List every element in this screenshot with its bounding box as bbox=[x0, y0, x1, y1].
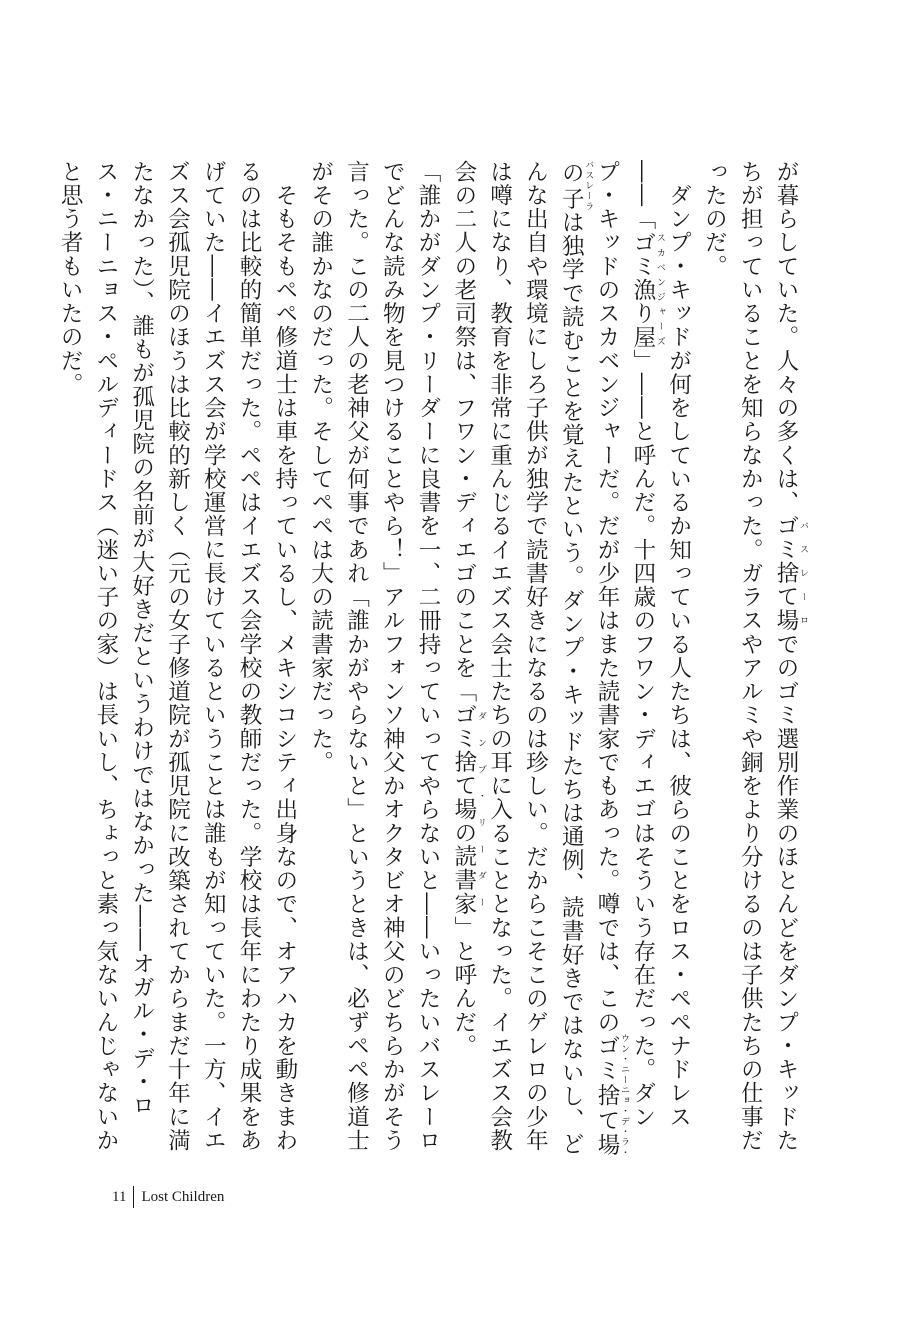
page-footer bbox=[112, 1186, 224, 1208]
text-run: 」と呼んだ。 bbox=[450, 916, 477, 1058]
ruby-reading: バスレーロ bbox=[798, 514, 808, 633]
ruby-base: ゴミ捨て場の読書家 bbox=[450, 703, 477, 916]
text-run: 」――と呼んだ。十四歳のフワン・ディエゴはそういう存在だった。ダンプ・キッドのスカベンジャーだ。だが少年はまた読書家でもあった。噂では、この bbox=[594, 160, 656, 1129]
ruby-reading: ダンプ・リーダー bbox=[475, 703, 486, 916]
ruby-reading: スカベンジャーズ bbox=[654, 230, 665, 349]
ruby-term bbox=[450, 703, 486, 916]
paragraph-1 bbox=[696, 160, 808, 1160]
paragraph-4 bbox=[51, 160, 302, 1160]
footer-divider bbox=[133, 1186, 134, 1208]
text-run: ダンプ・キッドが何をしているか知っている人たちは、彼らのことをロス・ペペナドレス――「 bbox=[629, 160, 692, 1129]
paragraph-3: 「誰かがダンプ・リーダーに良書を一、二冊持っていってやらないと――いったいバスレーロでどんな読み物を見つけることやら！」アルフォンソ神父かオクタビオ神父のどちらかがそう言った。この二人の老神父が何事であれ「誰かがやらないと」というときは、必ずペペ修道士がその誰かなのだった。そしてペペは大の読書家だった。 bbox=[307, 160, 442, 1153]
vertical-body-text bbox=[57, 160, 808, 1160]
ruby-reading: ウン・ニーニョ・デ・ラ・バスレーラ bbox=[583, 160, 630, 1158]
ruby-term bbox=[629, 230, 665, 349]
text-run: でのゴミ選別作業のほとんどをダンプ・キッドたちが担っていることを知らなかった。ガラスやアルミや銅をより分けるのは子供たちの仕事だったのだ。 bbox=[701, 160, 799, 1153]
text-run: そもそもペペ修道士は車を持っているし、メキシコシティ出身なので、オアハカを動きまわるのは比較的簡単だった。ペペはイエズス会学校の教師だった。学校は長年にわたり成果をあげていた――イエズス会が学校運営に長けているということは誰もが知っていた。一方、イエズス会孤児院のほうは比較的新しく（元の女子修道院が孤児院に改築されてからまだ十年に満たなかった）、誰もが孤児院の名前が大好きだというわけではなかった――オガル・デ・ロス・ニーニョス・ペルディードス（迷い子の家）は長いし、ちょっと素っ気ないんじゃないかと思う者もいたのだ。 bbox=[57, 160, 298, 1153]
ruby-base: ゴミ捨て場 bbox=[773, 514, 799, 633]
ruby-base: ゴミ捨て場の子 bbox=[558, 160, 621, 1158]
paragraph-2 bbox=[445, 160, 696, 1160]
running-title: Lost Children bbox=[141, 1188, 225, 1205]
page-number: 11 bbox=[112, 1188, 127, 1205]
ruby-term bbox=[773, 514, 808, 633]
text-run: は独学で読むことを覚えたという。ダンプ・キッドたちは通例、読書好きではないし、どんな出自や環境にしろ子供が独学で読書好きになるのは珍しい。だからこそこのゲレロの少年は噂になり、教育を非常に重んじるイエズス会士たちの耳に入ることとなった。イエズス会教会の二人の老司祭は、フワン・ディエゴのことを「 bbox=[450, 160, 585, 1156]
ruby-base: ゴミ漁り屋 bbox=[629, 230, 656, 349]
text-run: が暮らしていた。人々の多くは、 bbox=[773, 160, 799, 515]
